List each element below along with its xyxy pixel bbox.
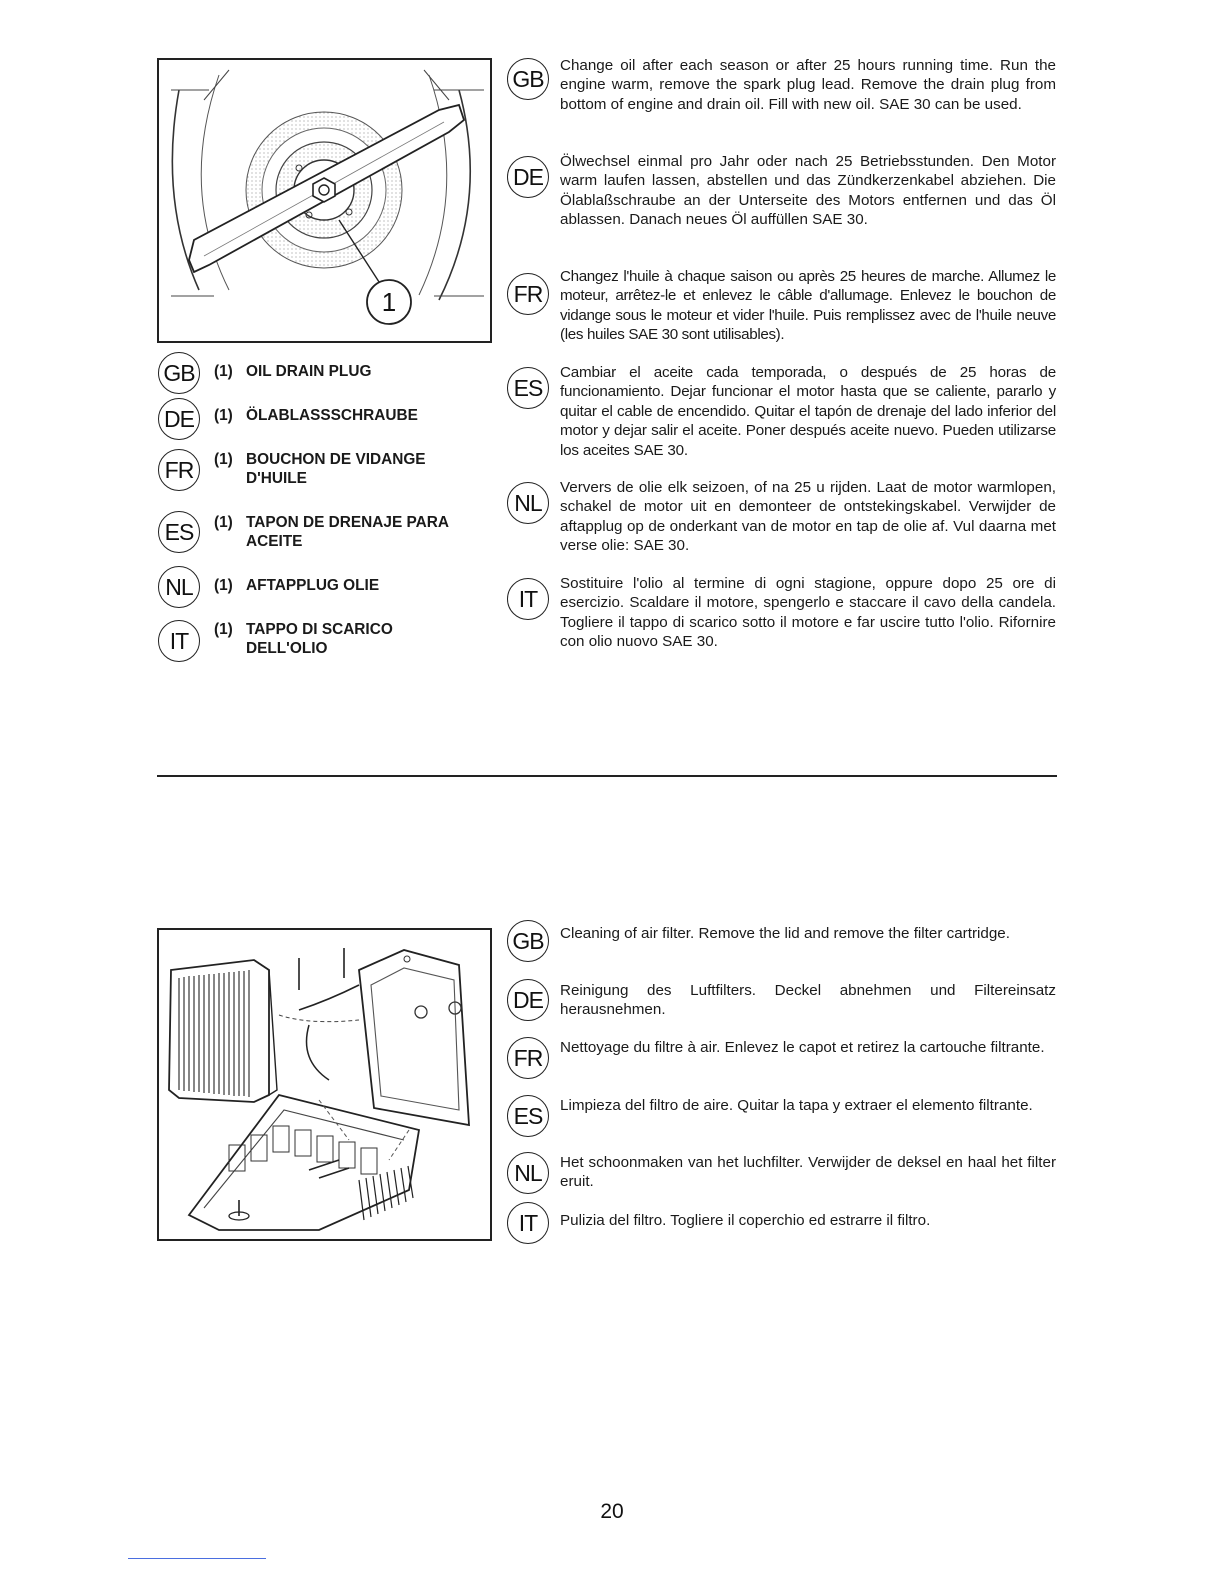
page-number: 20 [600, 1500, 624, 1523]
air-filter-instructions-it: Pulizia del filtro. Togliere il coperchio ed estrarre il filtro. [560, 1212, 931, 1229]
lang-badge-gb: GB [507, 920, 549, 962]
oil-drain-figure [157, 58, 492, 343]
part-name-line1: ÖLABLASSSCHRAUBE [246, 407, 418, 424]
lang-badge-de: DE [507, 156, 549, 198]
part-number: (1) [214, 363, 233, 380]
lang-badge-nl: NL [158, 566, 200, 608]
part-name-line1: TAPPO DI SCARICO [246, 621, 393, 638]
part-label-nl [214, 576, 379, 595]
part-name-line2: D'HUILE [246, 470, 307, 487]
oil-instructions-it: Sostituire l'olio al termine di ogni stagione, oppure dopo 25 ore di esercizio. Scaldare il motore, spengerlo e staccare il cavo della candela. Togliere il tappo di scarico sotto il motore e far uscire tutto l'olio. Rifornire con olio nuovo SAE 30. [560, 575, 1056, 651]
air-filter-instructions-es: Limpieza del filtro de aire. Quitar la tapa y extraer el elemento filtrante. [560, 1097, 1033, 1114]
section-divider [157, 775, 1057, 777]
lang-badge-de: DE [507, 979, 549, 1021]
oil-instructions-nl: Ververs de olie elk seizoen, of na 25 u rijden. Laat de motor warmlopen, schakel de motor uit en demonteer de ontstekingskabel. Verwijder de aftapplug op de onderkant van de motor en tap de olie af. Vul daarna met verse olie: SAE 30. [560, 479, 1056, 555]
part-name-line2: ACEITE [246, 533, 303, 550]
lang-badge-es: ES [507, 367, 549, 409]
lang-badge-fr: FR [507, 273, 549, 315]
lang-badge-es: ES [158, 511, 200, 553]
part-name-line1: AFTAPPLUG OLIE [246, 577, 380, 594]
part-number: (1) [214, 451, 233, 468]
air-filter-instructions-fr: Nettoyage du filtre à air. Enlevez le capot et retirez la cartouche filtrante. [560, 1039, 1045, 1056]
lang-badge-gb: GB [158, 352, 200, 394]
oil-instructions-es: Cambiar el aceite cada temporada, o después de 25 horas de funcionamiento. Dejar funcionar el motor hasta que se caliente, pararlo y quitar el cable de encendido. Quitar el tapón de drenaje del lado inferior del motor y dejar salir el aceite. Poner después aceite nuevo. Pueden utilizarse los aceites SAE 30. [560, 364, 1056, 459]
lang-badge-gb: GB [507, 58, 549, 100]
air-filter-illustration [159, 930, 489, 1238]
mower-blade-illustration [159, 60, 489, 340]
footer-link-underline [128, 1558, 266, 1559]
part-number: (1) [214, 621, 233, 638]
air-filter-instructions-nl: Het schoonmaken van het luchfilter. Verwijder de deksel en haal het filter eruit. [560, 1154, 1056, 1191]
part-number: (1) [214, 407, 233, 424]
lang-badge-es: ES [507, 1095, 549, 1137]
lang-badge-nl: NL [507, 482, 549, 524]
part-label-de [214, 406, 418, 425]
oil-instructions-gb: Change oil after each season or after 25 hours running time. Run the engine warm, remove the spark plug lead. Remove the drain plug from bottom of engine and drain oil. Fill with new oil. SAE 30 can be used. [560, 57, 1056, 113]
part-label-it [214, 620, 393, 658]
part-name-line1: TAPON DE DRENAJE PARA [246, 514, 449, 531]
part-name-line1: BOUCHON DE VIDANGE [246, 451, 426, 468]
part-number: (1) [214, 514, 233, 531]
lang-badge-it: IT [158, 620, 200, 662]
part-name-line1: OIL DRAIN PLUG [246, 363, 372, 380]
oil-instructions-fr: Changez l'huile à chaque saison ou après 25 heures de marche. Allumez le moteur, arrêtez-le et enlevez le câble d'allumage. Enlevez le bouchon de vidange sous le moteur et vider l'huile. Puis remplissez avec de l'huile neuve (les huiles SAE 30 sont utilisables). [560, 268, 1056, 344]
filter-base [189, 1095, 419, 1230]
callout-number: 1 [381, 287, 397, 317]
lang-badge-fr: FR [158, 449, 200, 491]
part-label-es [214, 513, 449, 551]
lang-badge-nl: NL [507, 1152, 549, 1194]
lang-badge-it: IT [507, 578, 549, 620]
air-filter-figure [157, 928, 492, 1241]
air-filter-instructions-gb: Cleaning of air filter. Remove the lid and remove the filter cartridge. [560, 925, 1010, 942]
part-name-line2: DELL'OLIO [246, 640, 328, 657]
oil-instructions-de: Ölwechsel einmal pro Jahr oder nach 25 Betriebsstunden. Den Motor warm laufen lassen, abstellen und das Zündkerzenkabel abziehen. Die Ölablaßschraube an der Unterseite des Motors entfernen und das Öl ablassen. Danach neues Öl auffüllen SAE 30. [560, 153, 1056, 229]
lang-badge-fr: FR [507, 1037, 549, 1079]
air-filter-instructions-de: Reinigung des Luftfilters. Deckel abnehmen und Filtereinsatz herausnehmen. [560, 982, 1056, 1019]
lang-badge-it: IT [507, 1202, 549, 1244]
part-label-fr [214, 450, 426, 488]
filter-cartridge [169, 960, 277, 1102]
part-number: (1) [214, 577, 233, 594]
lang-badge-de: DE [158, 398, 200, 440]
part-label-gb [214, 362, 371, 381]
